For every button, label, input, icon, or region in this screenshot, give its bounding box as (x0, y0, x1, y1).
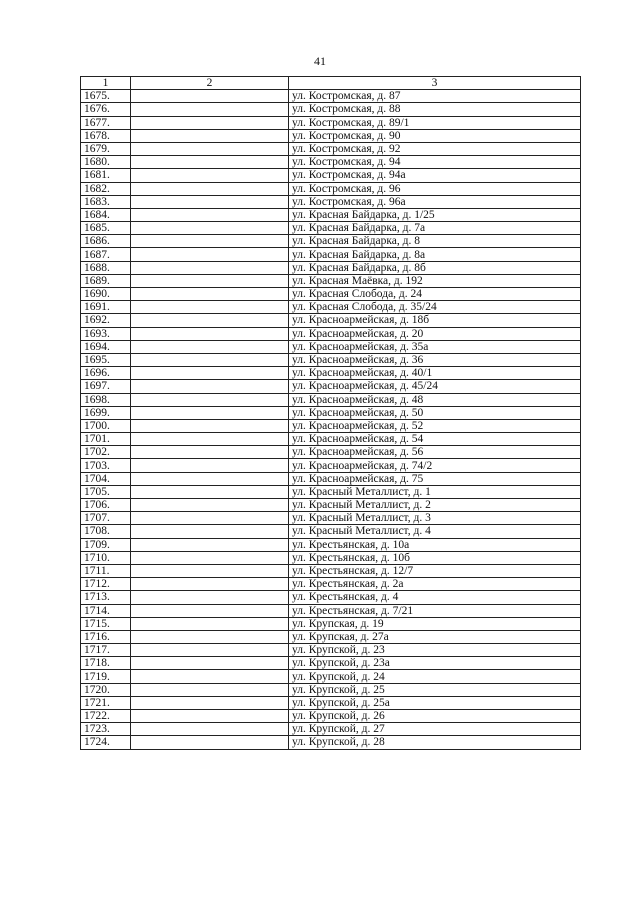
row-col-2 (131, 670, 289, 683)
row-col-2 (131, 129, 289, 142)
table-row (81, 90, 581, 103)
row-col-2 (131, 499, 289, 512)
row-number: 1712. (81, 578, 131, 591)
row-col-2 (131, 248, 289, 261)
table-row (81, 367, 581, 380)
row-number: 1676. (81, 103, 131, 116)
table-row (81, 538, 581, 551)
table-row (81, 564, 581, 577)
table-row (81, 630, 581, 643)
row-address: ул. Костромская, д. 96а (289, 195, 581, 208)
row-address: ул. Красноармейская, д. 74/2 (289, 459, 581, 472)
row-number: 1711. (81, 564, 131, 577)
row-number: 1687. (81, 248, 131, 261)
row-number: 1675. (81, 90, 131, 103)
row-address: ул. Костромская, д. 96 (289, 182, 581, 195)
table-row (81, 525, 581, 538)
row-number: 1688. (81, 261, 131, 274)
row-col-2 (131, 222, 289, 235)
table-row (81, 472, 581, 485)
row-address: ул. Красный Металлист, д. 2 (289, 499, 581, 512)
row-number: 1718. (81, 657, 131, 670)
row-number: 1704. (81, 472, 131, 485)
table-row (81, 222, 581, 235)
table-row (81, 142, 581, 155)
row-address: ул. Костромская, д. 88 (289, 103, 581, 116)
row-number: 1714. (81, 604, 131, 617)
row-col-2 (131, 683, 289, 696)
table-row (81, 314, 581, 327)
table-row (81, 551, 581, 564)
row-col-2 (131, 340, 289, 353)
table-row (81, 591, 581, 604)
row-address: ул. Костромская, д. 89/1 (289, 116, 581, 129)
table-row (81, 380, 581, 393)
row-col-2 (131, 723, 289, 736)
row-number: 1694. (81, 340, 131, 353)
row-col-2 (131, 380, 289, 393)
row-col-2 (131, 393, 289, 406)
row-number: 1717. (81, 644, 131, 657)
row-address: ул. Крестьянская, д. 12/7 (289, 564, 581, 577)
row-col-2 (131, 525, 289, 538)
row-number: 1722. (81, 710, 131, 723)
row-number: 1700. (81, 419, 131, 432)
row-number: 1678. (81, 129, 131, 142)
table-row (81, 499, 581, 512)
row-address: ул. Красноармейская, д. 54 (289, 433, 581, 446)
table-row (81, 446, 581, 459)
row-col-2 (131, 710, 289, 723)
row-number: 1698. (81, 393, 131, 406)
row-col-2 (131, 630, 289, 643)
table-row (81, 195, 581, 208)
row-col-2 (131, 142, 289, 155)
table-row (81, 604, 581, 617)
row-col-2 (131, 419, 289, 432)
row-col-2 (131, 578, 289, 591)
row-col-2 (131, 472, 289, 485)
row-address: ул. Крупской, д. 27 (289, 723, 581, 736)
row-col-2 (131, 406, 289, 419)
row-col-2 (131, 644, 289, 657)
row-address: ул. Крупской, д. 25а (289, 696, 581, 709)
table-row (81, 485, 581, 498)
row-number: 1695. (81, 353, 131, 366)
row-address: ул. Крупская, д. 27а (289, 630, 581, 643)
row-address: ул. Костромская, д. 90 (289, 129, 581, 142)
row-number: 1677. (81, 116, 131, 129)
row-number: 1713. (81, 591, 131, 604)
row-col-2 (131, 182, 289, 195)
row-number: 1716. (81, 630, 131, 643)
table-row (81, 353, 581, 366)
row-col-2 (131, 617, 289, 630)
row-address: ул. Крупской, д. 28 (289, 736, 581, 749)
table-row (81, 274, 581, 287)
table-row (81, 419, 581, 432)
row-address: ул. Красноармейская, д. 18б (289, 314, 581, 327)
row-col-2 (131, 288, 289, 301)
row-number: 1702. (81, 446, 131, 459)
table-row (81, 261, 581, 274)
row-col-2 (131, 367, 289, 380)
row-address: ул. Красная Байдарка, д. 7а (289, 222, 581, 235)
row-address: ул. Красная Слобода, д. 24 (289, 288, 581, 301)
row-col-2 (131, 512, 289, 525)
table-header-row (81, 77, 581, 90)
table-row (81, 129, 581, 142)
table-row (81, 512, 581, 525)
table-row (81, 696, 581, 709)
row-number: 1723. (81, 723, 131, 736)
row-col-2 (131, 485, 289, 498)
row-address: ул. Красный Металлист, д. 3 (289, 512, 581, 525)
row-col-2 (131, 551, 289, 564)
table-row (81, 433, 581, 446)
row-number: 1679. (81, 142, 131, 155)
row-col-2 (131, 195, 289, 208)
row-address: ул. Крупской, д. 23а (289, 657, 581, 670)
row-col-2 (131, 327, 289, 340)
row-col-2 (131, 353, 289, 366)
row-col-2 (131, 156, 289, 169)
row-address: ул. Красноармейская, д. 40/1 (289, 367, 581, 380)
address-table (80, 76, 581, 750)
row-address: ул. Костромская, д. 94 (289, 156, 581, 169)
row-address: ул. Красная Байдарка, д. 8б (289, 261, 581, 274)
row-number: 1697. (81, 380, 131, 393)
table-row (81, 248, 581, 261)
table-row (81, 116, 581, 129)
row-number: 1696. (81, 367, 131, 380)
row-number: 1691. (81, 301, 131, 314)
row-address: ул. Красная Байдарка, д. 8 (289, 235, 581, 248)
row-address: ул. Крестьянская, д. 7/21 (289, 604, 581, 617)
header-col-2: 2 (131, 77, 289, 90)
row-address: ул. Крупской, д. 26 (289, 710, 581, 723)
row-number: 1707. (81, 512, 131, 525)
page-number: 41 (314, 54, 326, 68)
row-col-2 (131, 116, 289, 129)
row-address: ул. Крестьянская, д. 10а (289, 538, 581, 551)
row-address: ул. Красная Маёвка, д. 192 (289, 274, 581, 287)
row-number: 1705. (81, 485, 131, 498)
table-row (81, 235, 581, 248)
table-row (81, 288, 581, 301)
row-address: ул. Красный Металлист, д. 4 (289, 525, 581, 538)
table-row (81, 327, 581, 340)
row-col-2 (131, 103, 289, 116)
header-col-3: 3 (289, 77, 581, 90)
row-address: ул. Красноармейская, д. 48 (289, 393, 581, 406)
table-row (81, 208, 581, 221)
table-row (81, 103, 581, 116)
table-row (81, 736, 581, 749)
row-col-2 (131, 604, 289, 617)
row-address: ул. Крупской, д. 23 (289, 644, 581, 657)
row-col-2 (131, 591, 289, 604)
row-number: 1680. (81, 156, 131, 169)
row-col-2 (131, 459, 289, 472)
row-number: 1690. (81, 288, 131, 301)
table-row (81, 301, 581, 314)
row-address: ул. Костромская, д. 94а (289, 169, 581, 182)
table-row (81, 406, 581, 419)
row-address: ул. Костромская, д. 87 (289, 90, 581, 103)
row-address: ул. Красноармейская, д. 52 (289, 419, 581, 432)
row-col-2 (131, 538, 289, 551)
row-number: 1682. (81, 182, 131, 195)
table-row (81, 657, 581, 670)
row-address: ул. Крестьянская, д. 10б (289, 551, 581, 564)
row-number: 1721. (81, 696, 131, 709)
table-row (81, 182, 581, 195)
table-row (81, 644, 581, 657)
row-address: ул. Красноармейская, д. 35а (289, 340, 581, 353)
row-col-2 (131, 90, 289, 103)
row-address: ул. Красноармейская, д. 36 (289, 353, 581, 366)
table-row (81, 578, 581, 591)
row-address: ул. Крестьянская, д. 4 (289, 591, 581, 604)
row-col-2 (131, 169, 289, 182)
row-number: 1685. (81, 222, 131, 235)
row-address: ул. Красноармейская, д. 56 (289, 446, 581, 459)
row-number: 1683. (81, 195, 131, 208)
row-col-2 (131, 301, 289, 314)
row-address: ул. Красноармейская, д. 20 (289, 327, 581, 340)
row-address: ул. Крестьянская, д. 2а (289, 578, 581, 591)
header-col-1: 1 (81, 77, 131, 90)
row-col-2 (131, 736, 289, 749)
table-row (81, 459, 581, 472)
table-row (81, 670, 581, 683)
row-col-2 (131, 314, 289, 327)
row-number: 1708. (81, 525, 131, 538)
row-number: 1719. (81, 670, 131, 683)
table-row (81, 710, 581, 723)
row-address: ул. Костромская, д. 92 (289, 142, 581, 155)
row-col-2 (131, 433, 289, 446)
row-col-2 (131, 657, 289, 670)
table-row (81, 683, 581, 696)
row-col-2 (131, 446, 289, 459)
table-row (81, 617, 581, 630)
row-number: 1686. (81, 235, 131, 248)
row-address: ул. Крупской, д. 25 (289, 683, 581, 696)
row-number: 1710. (81, 551, 131, 564)
row-address: ул. Красный Металлист, д. 1 (289, 485, 581, 498)
row-address: ул. Крупской, д. 24 (289, 670, 581, 683)
row-number: 1681. (81, 169, 131, 182)
row-col-2 (131, 261, 289, 274)
table-row (81, 340, 581, 353)
table-row (81, 393, 581, 406)
row-number: 1709. (81, 538, 131, 551)
row-number: 1692. (81, 314, 131, 327)
row-address: ул. Крупская, д. 19 (289, 617, 581, 630)
row-number: 1720. (81, 683, 131, 696)
row-address: ул. Красная Слобода, д. 35/24 (289, 301, 581, 314)
row-number: 1724. (81, 736, 131, 749)
row-col-2 (131, 274, 289, 287)
row-number: 1706. (81, 499, 131, 512)
row-number: 1715. (81, 617, 131, 630)
row-number: 1699. (81, 406, 131, 419)
table-row (81, 169, 581, 182)
row-address: ул. Красная Байдарка, д. 1/25 (289, 208, 581, 221)
row-number: 1684. (81, 208, 131, 221)
row-address: ул. Красноармейская, д. 50 (289, 406, 581, 419)
row-col-2 (131, 235, 289, 248)
row-number: 1689. (81, 274, 131, 287)
table-row (81, 156, 581, 169)
row-number: 1703. (81, 459, 131, 472)
row-address: ул. Красноармейская, д. 45/24 (289, 380, 581, 393)
row-col-2 (131, 208, 289, 221)
row-col-2 (131, 696, 289, 709)
row-address: ул. Красная Байдарка, д. 8а (289, 248, 581, 261)
row-number: 1693. (81, 327, 131, 340)
table-row (81, 723, 581, 736)
table-body (81, 77, 581, 750)
row-col-2 (131, 564, 289, 577)
row-address: ул. Красноармейская, д. 75 (289, 472, 581, 485)
row-number: 1701. (81, 433, 131, 446)
